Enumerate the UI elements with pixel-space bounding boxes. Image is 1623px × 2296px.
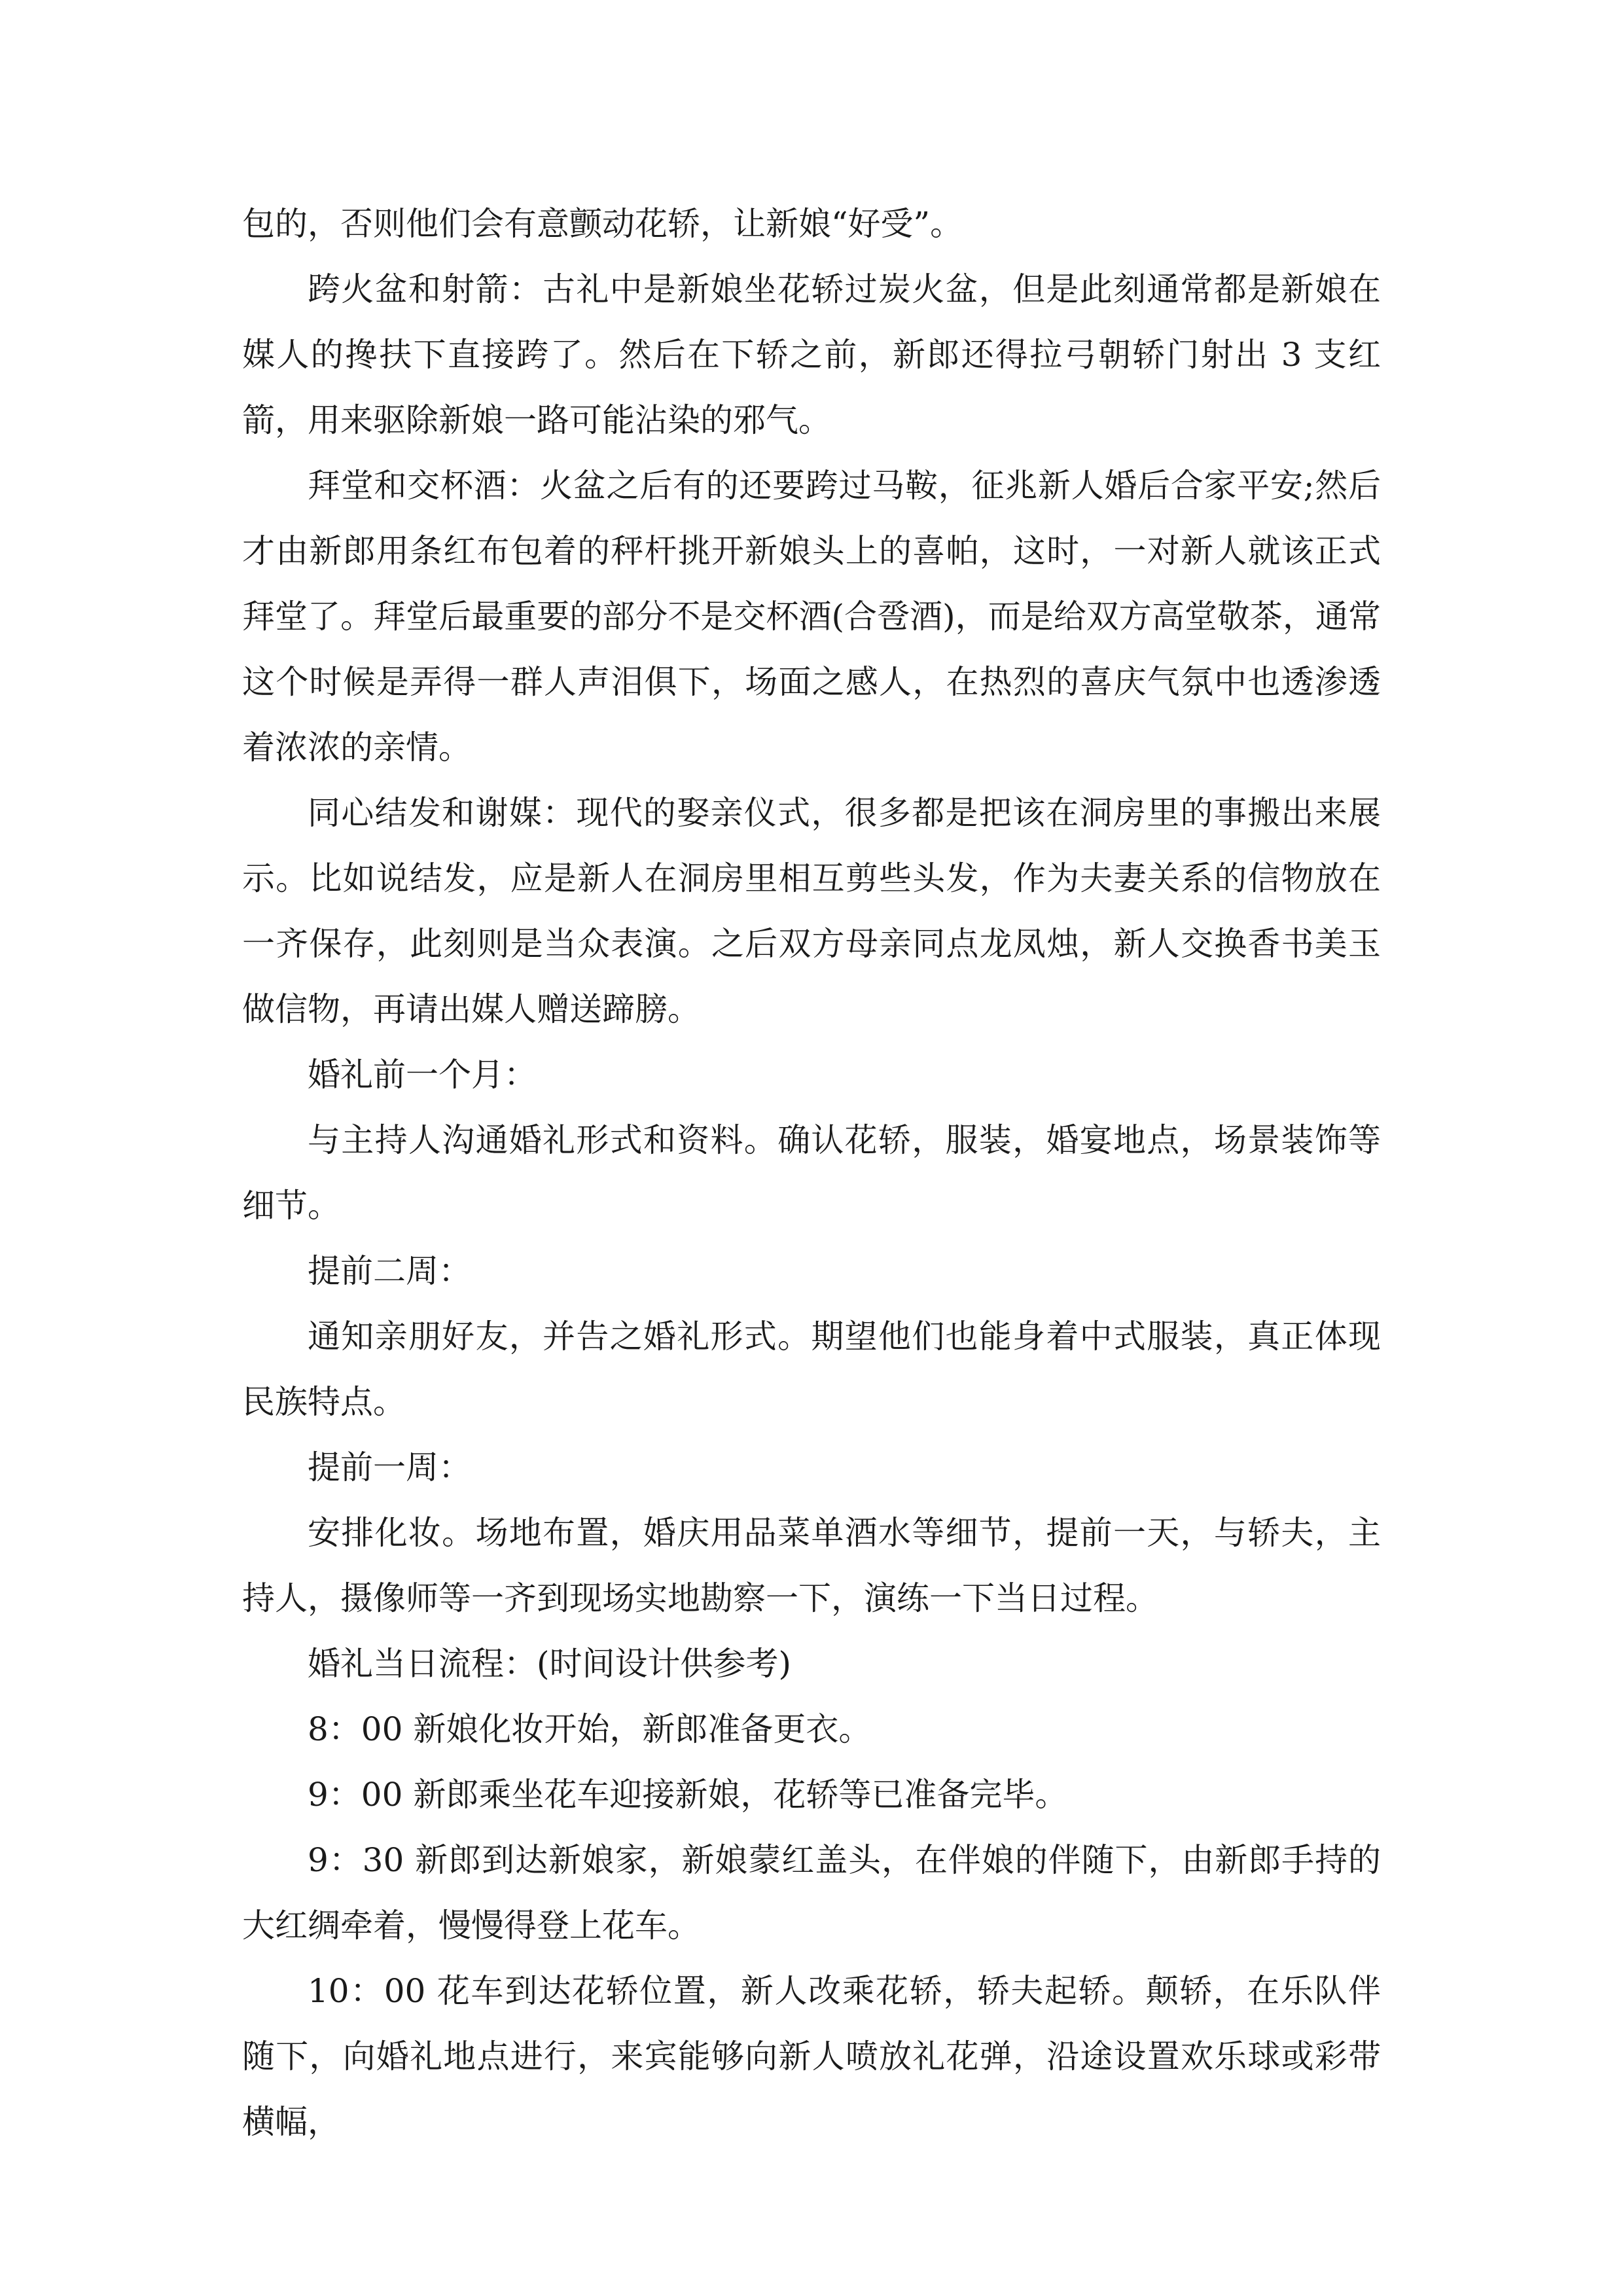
schedule-item-1000: 10：00 花车到达花轿位置，新人改乘花轿，轿夫起轿。颠轿，在乐队伴随下，向婚礼地点进行，来宾能够向新人喷放礼花弹，沿途设置欢乐球或彩带横幅， xyxy=(242,1972,1381,2141)
heading-two-weeks-before: 提前二周： xyxy=(308,1252,471,1290)
document-page xyxy=(242,191,1381,2155)
heading-wedding-day-schedule: 婚礼当日流程：(时间设计供参考) xyxy=(308,1645,792,1683)
paragraph-one-month-tasks: 与主持人沟通婚礼形式和资料。确认花轿，服装，婚宴地点，场景装饰等细节。 xyxy=(242,1121,1381,1225)
schedule-item-0900: 9：00 新郎乘坐花车迎接新娘，花轿等已准备完毕。 xyxy=(308,1776,1068,1814)
paragraph-hair-knot-matchmaker: 同心结发和谢媒：现代的娶亲仪式，很多都是把该在洞房里的事搬出来展示。比如说结发，应是新人在洞房里相互剪些头发，作为夫妻关系的信物放在一齐保存，此刻则是当众表演。之后双方母亲同点龙凤烛，新人交换香书美玉做信物，再请出媒人赠送蹄膀。 xyxy=(242,794,1381,1028)
paragraph-one-week-tasks: 安排化妆。场地布置，婚庆用品菜单酒水等细节，提前一天，与轿夫，主持人，摄像师等一齐到现场实地勘察一下，演练一下当日过程。 xyxy=(242,1514,1381,1617)
heading-one-week-before: 提前一周： xyxy=(308,1448,471,1486)
paragraph-fire-basin-arrows: 跨火盆和射箭：古礼中是新娘坐花轿过炭火盆，但是此刻通常都是新娘在媒人的搀扶下直接跨了。然后在下轿之前，新郎还得拉弓朝轿门射出 3 支红箭，用来驱除新娘一路可能沾染的邪气。 xyxy=(242,270,1381,439)
paragraph-two-weeks-tasks: 通知亲朋好友，并告之婚礼形式。期望他们也能身着中式服装，真正体现民族特点。 xyxy=(242,1318,1381,1421)
paragraph-continuation: 包的，否则他们会有意颤动花轿，让新娘“好受”。 xyxy=(242,205,963,243)
heading-one-month-before: 婚礼前一个月： xyxy=(308,1056,537,1094)
schedule-item-0800: 8：00 新娘化妆开始，新郎准备更衣。 xyxy=(308,1710,872,1748)
schedule-item-0930: 9：30 新郎到达新娘家，新娘蒙红盖头，在伴娘的伴随下，由新郎手持的大红绸牵着，慢慢得登上花车。 xyxy=(242,1841,1381,1945)
paragraph-bow-and-wine: 拜堂和交杯酒：火盆之后有的还要跨过马鞍，征兆新人婚后合家平安;然后才由新郎用条红布包着的秤杆挑开新娘头上的喜帕，这时，一对新人就该正式拜堂了。拜堂后最重要的部分不是交杯酒(合卺酒)，而是给双方高堂敬茶，通常这个时候是弄得一群人声泪俱下，场面之感人，在热烈的喜庆气氛中也透渗透着浓浓的亲情。 xyxy=(242,467,1381,766)
